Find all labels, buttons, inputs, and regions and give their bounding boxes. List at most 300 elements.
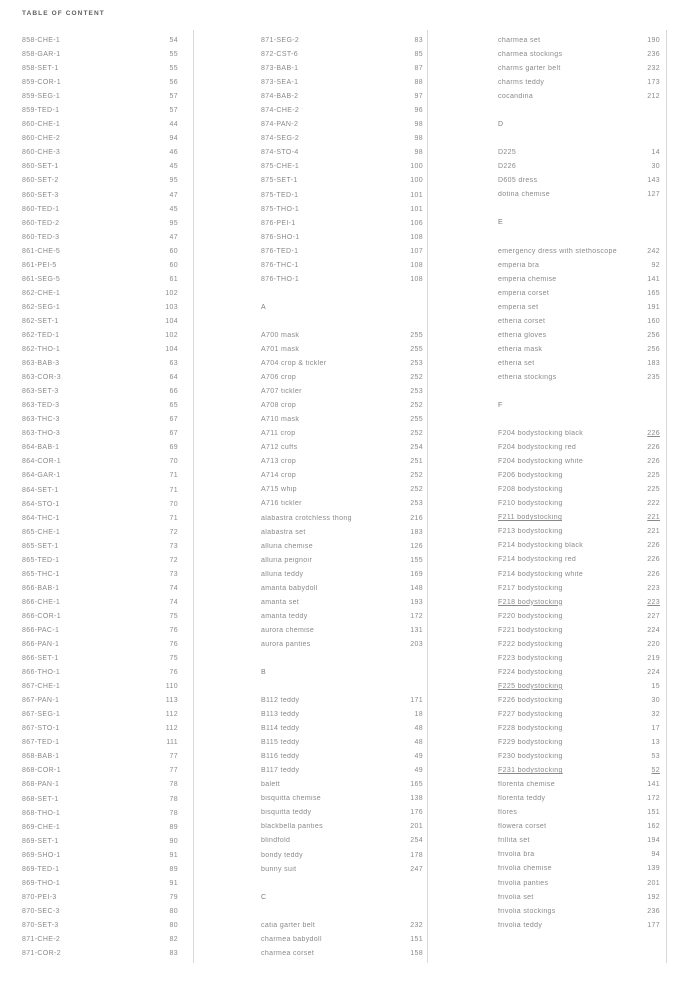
toc-entry-page: 165 [647,289,660,297]
toc-entry-label: 869-THO-1 [22,879,61,887]
toc-entry-page: 78 [169,781,178,789]
toc-entry-label: 864-GAR-1 [22,472,61,480]
toc-entry-page: 95 [169,177,178,185]
toc-entry [261,613,423,627]
toc-entry-label: F217 bodystocking [498,584,563,592]
toc-entry-page: 251 [410,458,423,466]
toc-entry-page: 141 [647,781,660,789]
toc-entry-label: etheria stockings [498,373,557,381]
toc-entry [22,121,178,135]
toc-entry-page: 169 [410,570,423,578]
toc-entry-page: 253 [410,388,423,396]
toc-entry [261,37,423,51]
toc-entry-label: 866-PAC-1 [22,626,60,634]
toc-entry [498,500,660,514]
toc-entry-label: frivolia chemise [498,865,552,873]
toc-entry-label: amanta babydoll [261,584,318,592]
toc-entry-page: 193 [410,598,423,606]
toc-entry-page: 226 [647,570,660,578]
toc-entry-label: emperia bra [498,261,540,269]
toc-entry [22,360,178,374]
toc-entry [22,824,178,838]
toc-entry-page: 220 [647,640,660,648]
toc-entry [261,458,423,472]
toc-entry-page: 203 [410,640,423,648]
toc-entry-page: 47 [169,233,178,241]
toc-entry-page: 111 [166,739,178,747]
toc-entry-page: 56 [169,79,178,87]
toc-entry-page: 63 [169,360,178,368]
toc-entry [22,192,178,206]
toc-entry-page: 112 [165,725,178,733]
toc-entry [261,262,423,276]
toc-entry [498,191,660,205]
toc-entry-label: A712 cuffs [261,444,298,452]
toc-entry-label: alluria teddy [261,570,304,578]
toc-entry-page: 171 [410,697,423,705]
toc-entry [22,585,178,599]
section-header: E [498,219,504,227]
toc-entry-page: 160 [647,317,660,325]
toc-entry-page: 143 [647,177,660,185]
toc-entry-label: flores [498,809,518,817]
toc-entry-page: 191 [647,303,660,311]
toc-entry-label: A708 crop [261,402,297,410]
toc-entry-page: 60 [169,261,178,269]
toc-entry-label: 863-BAB-3 [22,360,60,368]
toc-entry-label: A701 mask [261,345,300,353]
toc-entry-label: 858-SET-1 [22,65,59,73]
toc-entry-label: bisquitta teddy [261,809,312,817]
toc-entry-label: 861-CHE-5 [22,247,61,255]
toc-entry-page: 236 [647,51,660,59]
toc-entry [22,557,178,571]
toc-entry [261,206,423,220]
toc-entry [22,950,178,964]
toc-entry [498,795,660,809]
toc-entry-label: 867-TED-1 [22,739,60,747]
toc-entry-label: 862-TED-1 [22,331,60,339]
toc-entry [261,486,423,500]
toc-entry-page: 45 [169,205,178,213]
toc-entry-page: 71 [169,486,178,494]
toc-entry [22,810,178,824]
toc-entry-page: 79 [169,893,178,901]
toc-entry-label: 874-STO-4 [261,149,299,157]
toc-entry-label: etheria corset [498,317,546,325]
toc-entry [22,936,178,950]
toc-entry [261,360,423,374]
toc-entry-page: 80 [169,921,178,929]
toc-entry-page: 91 [169,851,178,859]
toc-entry-page: 127 [647,191,660,199]
toc-entry [22,908,178,922]
toc-entry-label: F206 bodystocking [498,472,563,480]
toc-entry [261,416,423,430]
toc-entry-label: 859-COR-1 [22,79,61,87]
toc-entry-label: 866-BAB-1 [22,584,60,592]
toc-entry-page: 194 [647,837,660,845]
toc-entry-page: 219 [647,654,660,662]
toc-entry [498,851,660,865]
toc-entry-page: 55 [169,51,178,59]
toc-entry [261,500,423,514]
toc-entry-label: 866-CHE-1 [22,598,61,606]
toc-entry-label: 870-SET-3 [22,921,59,929]
toc-entry-page: 98 [414,135,423,143]
toc-entry-label: 872-CST-6 [261,51,298,59]
toc-entry-label: B112 teddy [261,697,300,705]
toc-entry [498,865,660,879]
toc-entry-page: 183 [647,359,660,367]
toc-entry-page: 66 [169,388,178,396]
toc-entry-label: 860-CHE-1 [22,121,61,129]
toc-entry-label: etheria mask [498,345,543,353]
toc-entry-page: 67 [169,416,178,424]
toc-entry-page: 232 [410,921,423,929]
toc-entry-page: 151 [647,809,660,817]
toc-entry-page: 61 [169,275,178,283]
toc-entry-page: 108 [410,275,423,283]
toc-entry-page: 201 [410,823,423,831]
toc-entry [22,711,178,725]
toc-entry-page: 126 [410,542,423,550]
toc-entry-page: 48 [414,739,423,747]
column-divider [427,30,428,963]
toc-entry [261,543,423,557]
toc-entry [22,304,178,318]
toc-entry-label: charms garter belt [498,65,561,73]
toc-entry [22,739,178,753]
toc-entry [22,894,178,908]
toc-entry-label: 860-SET-1 [22,163,59,171]
toc-entry-page: 112 [165,711,178,719]
toc-entry [22,65,178,79]
toc-entry-label: 865-THC-1 [22,570,60,578]
toc-entry-label: alluria peignoir [261,556,313,564]
toc-entry-label: charmea set [498,37,541,44]
toc-entry [22,93,178,107]
toc-entry-page: 253 [410,500,423,508]
toc-entry-label: 867-STO-1 [22,725,60,733]
toc-entry-page: 108 [410,261,423,269]
toc-entry-label: 864-STO-1 [22,500,60,508]
toc-entry [498,318,660,332]
toc-entry-label: 867-CHE-1 [22,683,61,691]
toc-entry [22,529,178,543]
toc-entry-label: A707 tickler [261,388,302,396]
toc-entry-page: 55 [169,65,178,73]
toc-entry [22,388,178,402]
toc-column-3 [498,37,660,936]
toc-entry [498,655,660,669]
toc-entry-page: 253 [410,359,423,367]
toc-entry-label: 861-PEI-5 [22,261,57,269]
toc-entry-page: 14 [651,149,660,157]
toc-entry [261,430,423,444]
toc-entry-label: flowera corset [498,823,547,831]
toc-entry-label: catia garter belt [261,921,316,929]
toc-entry-page: 104 [165,317,178,325]
toc-entry-label: 862-SEG-1 [22,303,61,311]
toc-entry [22,332,178,346]
toc-entry [261,837,423,851]
toc-entry [498,444,660,458]
toc-entry-page: 67 [169,430,178,438]
toc-entry [22,725,178,739]
toc-entry-page: 212 [647,93,660,101]
toc-entry-page: 60 [169,247,178,255]
toc-entry [22,290,178,304]
toc-entry [498,93,660,107]
toc-entry-label: A716 tickler [261,500,302,508]
toc-entry-page: 45 [169,163,178,171]
toc-entry-page: 44 [169,121,178,129]
toc-entry-page: 30 [651,696,660,704]
toc-entry-page: 148 [410,584,423,592]
toc-entry-page: 255 [410,416,423,424]
toc-entry-page: 176 [410,809,423,817]
toc-entry-label: 864-BAB-1 [22,444,60,452]
toc-entry [498,908,660,922]
toc-entry [261,571,423,585]
toc-entry [22,37,178,51]
toc-entry-label: 858-CHE-1 [22,37,61,44]
toc-entry-page: 95 [169,219,178,227]
toc-entry-label: 858-GAR-1 [22,51,61,59]
toc-entry-page: 155 [410,556,423,564]
toc-entry-page: 254 [410,444,423,452]
toc-entry-label: alabastra crotchless thong [261,514,352,522]
toc-entry-page: 225 [647,486,660,494]
toc-entry-page: 232 [647,65,660,73]
toc-entry-page: 96 [414,107,423,115]
section-header: D [498,121,504,129]
toc-entry-page: 242 [647,247,660,255]
toc-entry-label: florenta teddy [498,795,546,803]
toc-entry-page: 48 [414,725,423,733]
toc-entry-label: A715 whip [261,486,297,494]
toc-entry-page: 71 [169,514,178,522]
toc-entry-page: 139 [647,865,660,873]
toc-entry [261,711,423,725]
toc-entry [261,753,423,767]
toc-entry-page: 252 [410,486,423,494]
toc-entry-page: 74 [169,598,178,606]
toc-entry-page: 252 [410,472,423,480]
toc-entry-label: amanta teddy [261,612,308,620]
toc-entry-page: 247 [410,865,423,873]
toc-entry [261,950,423,964]
toc-entry-page: 49 [414,753,423,761]
toc-entry [22,599,178,613]
toc-entry-label: dotina chemise [498,191,550,199]
toc-entry-label: 868-PAN-1 [22,781,60,789]
toc-entry-page: 73 [169,570,178,578]
toc-entry-label: 859-TED-1 [22,107,60,115]
toc-entry [22,880,178,894]
toc-entry [498,276,660,290]
toc-entry-page: 85 [414,51,423,59]
toc-entry-label: 860-SET-3 [22,191,59,199]
toc-entry-label: B114 teddy [261,725,300,733]
toc-entry [498,556,660,570]
toc-entry-page: 76 [169,669,178,677]
toc-entry [261,163,423,177]
toc-entry [498,430,660,444]
toc-entry-page: 141 [647,275,660,283]
toc-entry [22,866,178,880]
toc-entry-label: F211 bodystocking [498,514,563,522]
toc-entry [498,65,660,79]
toc-entry [22,543,178,557]
column-divider [193,30,194,963]
section-header: C [261,893,267,901]
toc-entry [498,739,660,753]
toc-entry-label: F222 bodystocking [498,640,563,648]
toc-entry-label: 869-CHE-1 [22,823,61,831]
toc-entry-label: charms teddy [498,79,545,87]
toc-entry-label: F228 bodystocking [498,725,563,733]
toc-entry [498,837,660,851]
toc-entry-label: D605 dress [498,177,538,185]
toc-entry [498,697,660,711]
toc-entry-page: 103 [165,303,178,311]
toc-entry [498,585,660,599]
toc-entry-label: 863-COR-3 [22,374,61,382]
toc-entry [22,177,178,191]
toc-entry-label: frillita set [498,837,530,845]
toc-entry [22,781,178,795]
toc-entry-label: D226 [498,163,517,171]
toc-entry [22,163,178,177]
toc-entry-label: F204 bodystocking white [498,458,584,466]
toc-entry-page: 223 [647,584,660,592]
toc-entry-label: 871-SEG-2 [261,37,300,44]
toc-entry-page: 113 [165,697,178,705]
toc-entry [261,767,423,781]
toc-entry-label: alluria chemise [261,542,313,550]
toc-entry [498,262,660,276]
toc-entry [261,149,423,163]
toc-entry-page: 89 [169,823,178,831]
toc-entry-label: A713 crop [261,458,297,466]
toc-entry [22,374,178,388]
toc-entry-page: 165 [410,781,423,789]
toc-column-2 [261,37,423,964]
toc-entry-label: 874-CHE-2 [261,107,300,115]
toc-entry-page: 17 [651,725,660,733]
toc-entry-page: 91 [169,879,178,887]
toc-entry-page: 97 [414,93,423,101]
toc-entry-page: 94 [651,851,660,859]
toc-entry [498,528,660,542]
toc-entry-label: F225 bodystocking [498,682,563,690]
toc-entry [261,93,423,107]
toc-entry [498,922,660,936]
toc-entry [22,796,178,810]
toc-entry-page: 131 [410,626,423,634]
toc-entry-page: 72 [169,528,178,536]
toc-entry-label: 869-SET-1 [22,837,59,845]
toc-entry [261,866,423,880]
toc-entry [261,121,423,135]
toc-entry-page: 32 [651,710,660,718]
toc-entry-label: F223 bodystocking [498,654,563,662]
toc-entry-label: 867-PAN-1 [22,697,60,705]
toc-entry-label: D225 [498,149,517,157]
toc-entry-label: 859-SEG-1 [22,93,61,101]
toc-entry [261,852,423,866]
toc-entry-page: 65 [169,402,178,410]
toc-entry-page: 98 [414,121,423,129]
toc-entry [22,402,178,416]
toc-entry [261,529,423,543]
toc-entry-page: 72 [169,556,178,564]
toc-entry [498,571,660,585]
toc-entry-page: 46 [169,149,178,157]
toc-entry-page: 162 [647,823,660,831]
toc-entry-page: 110 [165,683,178,691]
toc-entry [261,627,423,641]
toc-entry-page: 69 [169,444,178,452]
toc-entry-label: A711 crop [261,430,296,438]
toc-entry-label: 870-PEI-3 [22,893,57,901]
toc-entry [498,304,660,318]
toc-entry [261,585,423,599]
toc-entry-page: 13 [651,739,660,747]
toc-entry-label: 863-TED-3 [22,402,60,410]
toc-entry-page: 101 [410,205,423,213]
toc-entry-label: bunny suit [261,865,297,873]
toc-entry [498,346,660,360]
toc-entry-page: 151 [410,935,423,943]
toc-entry [498,669,660,683]
toc-entry [261,388,423,402]
toc-entry-page: 15 [651,682,660,690]
toc-entry [261,781,423,795]
toc-entry [22,922,178,936]
toc-entry [498,332,660,346]
toc-entry [498,37,660,51]
toc-entry [261,936,423,950]
toc-entry-label: F221 bodystocking [498,626,563,634]
toc-entry [261,135,423,149]
toc-entry-label: 875-CHE-1 [261,163,300,171]
toc-entry-label: charmea corset [261,949,315,957]
toc-entry-page: 70 [169,500,178,508]
toc-entry [498,627,660,641]
toc-entry-page: 252 [410,402,423,410]
toc-entry-page: 224 [647,626,660,634]
toc-entry [498,753,660,767]
toc-entry-label: B113 teddy [261,711,300,719]
toc-entry [498,809,660,823]
toc-entry [261,641,423,655]
toc-entry-label: 866-PAN-1 [22,641,60,649]
toc-entry [261,65,423,79]
toc-entry [498,880,660,894]
toc-entry-label: F214 bodystocking white [498,570,584,578]
toc-entry-label: 876-THO-1 [261,275,300,283]
toc-entry-page: 255 [410,331,423,339]
toc-entry [22,753,178,767]
toc-entry-page: 106 [410,219,423,227]
toc-entry [22,444,178,458]
toc-entry-page: 92 [651,261,660,269]
toc-entry-page: 226 [647,444,660,452]
toc-entry-page: 83 [169,950,178,958]
